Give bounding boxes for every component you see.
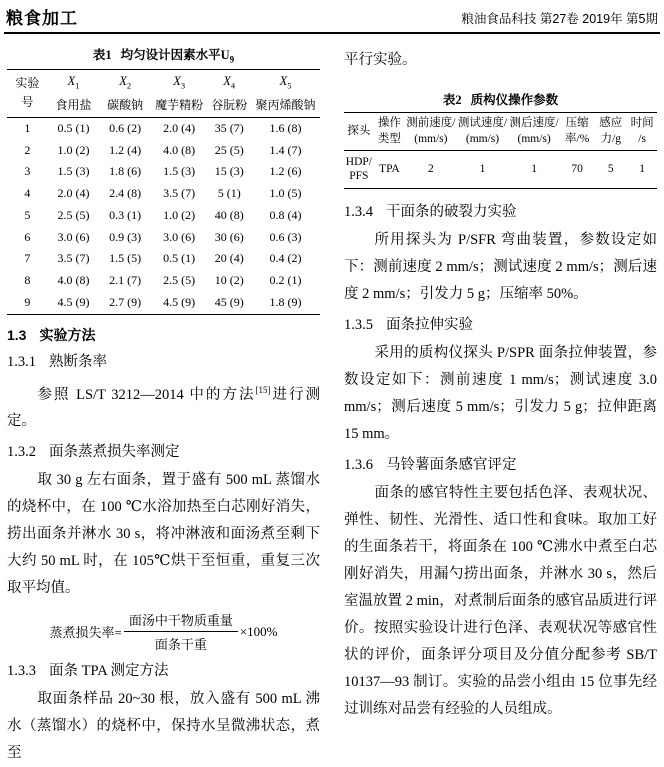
table-cell: 4.0 (8) — [57, 273, 90, 288]
heading-1-3-1 — [7, 350, 320, 375]
table-cell: 35 (7) — [214, 120, 244, 135]
table-cell: 2.7 (9) — [109, 294, 142, 309]
table-cell: 1.6 (8) — [269, 120, 302, 135]
table-row — [7, 139, 320, 161]
table-cell: 2 — [427, 163, 434, 175]
table-cell: 5 (1) — [217, 186, 241, 201]
table-cell: 1.5 (3) — [57, 164, 90, 179]
table-cell: 2.0 (4) — [57, 186, 90, 201]
right-column — [344, 34, 657, 767]
table-header-cell: 魔芋精粉 — [151, 94, 207, 117]
heading-number: 1.3.4 — [344, 203, 373, 220]
table-row — [7, 226, 320, 248]
table-cell: 3.5 (7) — [57, 251, 90, 266]
table-cell: 1.0 (2) — [57, 142, 90, 157]
heading-title: 熟断条率 — [49, 353, 107, 370]
table-header-cell: $X_5$ — [279, 73, 292, 90]
table-cell: 0.9 (3) — [109, 229, 142, 244]
table-cell: 3.0 (6) — [163, 229, 196, 244]
table-header-cell: $X_2$ — [119, 73, 132, 90]
table-cell: 4 — [24, 186, 31, 201]
paragraph-text: 参照 LS/T 3212—2014 中的方法 — [37, 386, 256, 403]
table-header-cell: 测后速度/ (mm/s) — [508, 113, 560, 151]
table1-body — [7, 117, 320, 314]
table-header-cell: 聚丙烯酸钠 — [251, 94, 320, 117]
table-row — [7, 248, 320, 270]
table-row — [344, 151, 657, 189]
table-cell: 2.1 (7) — [109, 273, 142, 288]
table-cell: 2.5 (5) — [57, 207, 90, 222]
paragraph-1-3-5: 采用的质构仪探头 P/SPR 面条拉伸装置，参数设定如下：测前速度 1 mm/s；测试速度 3.0 mm/s；测后速度 5 mm/s；引发力 5 g；拉伸距离 15 mm。 — [344, 344, 657, 442]
table-cell: 1.8 (9) — [269, 294, 302, 309]
table-row — [7, 292, 320, 314]
page-header-journal-info: 粮油食品科技 第27卷 2019年 第5期 — [461, 12, 658, 26]
table2-body — [344, 151, 657, 189]
table-cell: 1.0 (5) — [269, 186, 302, 201]
table-cell: 1.8 (6) — [109, 164, 142, 179]
formula-fraction — [124, 610, 238, 653]
table-cell: 1.2 (4) — [109, 142, 142, 157]
table-header-cell: 食用盐 — [48, 94, 100, 117]
table-cell: 3.0 (6) — [57, 229, 90, 244]
heading-number: 1.3.6 — [344, 456, 373, 473]
table-row — [7, 183, 320, 205]
table-header-cell: 时间 /s — [627, 113, 657, 151]
table-cell: 2.4 (8) — [109, 186, 142, 201]
paragraph-1-3-6: 面条的感官特性主要包括色泽、表观状况、弹性、韧性、光滑性、适口性和食味。取加工好的生面条若干，将面条在 100 ℃沸水中煮至白芯刚好消失，用漏勺捞出面条，并淋水 30 s，然后室温放置 2 min，对煮制后面条的感官品质进行评价。按照实验设计进行色泽、表观状况等感官性状的评价，面条评分项目及分值分配参考 SB/T 10137—93 制订。实验的品尝小组由 15 位事先经过训练对品尝有经验的人员组成。 — [344, 484, 657, 717]
table2-caption-label: 表2 — [442, 93, 462, 107]
heading-1-3-5 — [344, 313, 657, 338]
heading-title: 干面条的破裂力实验 — [386, 203, 517, 220]
heading-title: 面条拉伸实验 — [386, 316, 473, 333]
table-cell: 5 — [607, 163, 614, 175]
citation-superscript: [15] — [255, 384, 271, 395]
heading-number: 1.3.5 — [344, 316, 373, 333]
table1-caption-title: 均匀设计因素水平U — [120, 48, 230, 62]
table-header-cell: 操作 类型 — [374, 113, 405, 151]
table2-head — [344, 113, 657, 151]
table-row — [7, 205, 320, 227]
heading-number: 1.3.3 — [7, 663, 36, 680]
table-cell: 0.8 (4) — [269, 207, 302, 222]
heading-title: 马铃薯面条感官评定 — [386, 456, 517, 473]
paragraph-1-3-2: 取 30 g 左右面条，置于盛有 500 mL 蒸馏水的烧杯中，在 100 ℃水浴加热至白芯刚好消失，捞出面条并淋水 30 s，将冲淋液和面汤煮至剩下大约 50 mL 时，在 105℃烘干至恒重，重复三次取平均值。 — [7, 472, 320, 597]
table-cell: 1.0 (2) — [163, 207, 196, 222]
table-cell: 1 — [531, 163, 537, 175]
table-row — [7, 161, 320, 183]
table-cell: 0.2 (1) — [269, 273, 302, 288]
table-cell: 1 — [24, 120, 31, 135]
table1-caption-subscript: 9 — [229, 54, 235, 65]
table-cell: 3 — [24, 164, 31, 179]
table-cell: TPA — [379, 163, 400, 175]
table-header-cell: 碳酸钠 — [99, 94, 151, 117]
table-cell: 40 (8) — [214, 207, 244, 222]
table2-caption — [344, 90, 657, 108]
table-cell: 1 — [639, 163, 645, 175]
table-cell: 3.5 (7) — [163, 186, 196, 201]
table-cell: 15 (3) — [214, 164, 244, 179]
table-cell: 45 (9) — [214, 294, 244, 309]
table-header-cell: $X_1$ — [67, 73, 80, 90]
heading-1-3-3 — [7, 659, 320, 684]
table-cell: 10 (2) — [214, 273, 244, 288]
cooking-loss-formula — [7, 610, 320, 653]
heading-1-3-4 — [344, 200, 657, 225]
two-column-layout — [0, 34, 664, 767]
table-header-cell: 测前速度/ (mm/s) — [405, 113, 457, 151]
table1-head — [7, 69, 320, 117]
table-cell: 1.4 (7) — [269, 142, 302, 157]
table-cell: 0.5 (1) — [163, 251, 196, 266]
heading-number: 1.3.2 — [7, 444, 36, 461]
table-cell: 2.0 (4) — [163, 120, 196, 135]
heading-1-3 — [7, 325, 320, 345]
table-cell: 0.5 (1) — [57, 120, 90, 135]
table-cell: 1.2 (6) — [269, 164, 302, 179]
heading-title: 面条 TPA 测定方法 — [49, 663, 169, 680]
table-header-cell: 感应 力/g — [594, 113, 627, 151]
table-header-cell: $X_3$ — [173, 73, 186, 90]
table-header-cell: 谷朊粉 — [207, 94, 251, 117]
page-header — [0, 0, 664, 32]
table-cell: 4.0 (8) — [163, 142, 196, 157]
paragraph-1-3-4: 所用探头为 P/SFR 弯曲装置，参数设定如下：测前速度 2 mm/s；测试速度 2 mm/s；测后速度 2 mm/s；引发力 5 g；压缩率 50%。 — [344, 231, 657, 302]
table-cell: 2.5 (5) — [163, 273, 196, 288]
page-header-section-title: 粮食加工 — [6, 9, 78, 28]
table-cell: 1 — [479, 163, 486, 175]
table-cell: 30 (6) — [214, 229, 244, 244]
heading-number: 1.3 — [7, 326, 27, 343]
paragraph-continuation: 平行实验。 — [344, 52, 417, 68]
heading-1-3-2 — [7, 440, 320, 465]
table-header-cell: 实验 号 — [7, 69, 48, 117]
table-cell: 7 — [24, 251, 31, 266]
table-cell: 1.5 (3) — [163, 164, 196, 179]
table-row — [7, 117, 320, 139]
table-cell: HDP/ PFS — [345, 155, 372, 183]
table1-uniform-design — [7, 69, 320, 315]
table2-texture-analyzer-params — [344, 112, 657, 189]
heading-1-3-6 — [344, 453, 657, 478]
table-cell: 8 — [24, 273, 31, 288]
table-cell: 6 — [24, 229, 31, 244]
table-cell: 9 — [24, 294, 31, 309]
heading-title: 面条蒸煮损失率测定 — [49, 444, 180, 461]
heading-number: 1.3.1 — [7, 353, 36, 370]
table-header-cell: 压缩 率/% — [560, 113, 594, 151]
table-cell: 0.6 (3) — [269, 229, 302, 244]
formula-lhs: 蒸煮损失率= — [49, 625, 122, 641]
table1-caption — [7, 45, 320, 65]
paragraph-text: 进行测定。 — [7, 386, 321, 430]
table-cell: 0.4 (2) — [269, 251, 302, 266]
table-cell: 0.3 (1) — [109, 207, 142, 222]
table-row — [7, 270, 320, 292]
formula-numerator: 面汤中干物质重量 — [124, 610, 238, 632]
table-cell: 4.5 (9) — [57, 294, 90, 309]
paragraph-1-3-3: 取面条样品 20~30 根，放入盛有 500 mL 沸水（蒸馏水）的烧杯中，保持水呈微沸状态，煮至 — [7, 691, 320, 762]
table-cell: 25 (5) — [214, 142, 244, 157]
table-cell: 1.5 (5) — [109, 251, 142, 266]
formula-rhs: ×100% — [239, 623, 278, 639]
table-cell: 0.6 (2) — [109, 120, 142, 135]
left-column — [7, 34, 320, 767]
formula-denominator: 面条干重 — [154, 637, 207, 653]
table-header-cell: 探头 — [344, 113, 374, 151]
table-cell: 2 — [24, 142, 31, 157]
table-cell: 5 — [24, 207, 31, 222]
table2-caption-title: 质构仪操作参数 — [470, 93, 559, 107]
table-cell: 4.5 (9) — [163, 294, 196, 309]
table-cell: 70 — [571, 163, 583, 175]
table-header-cell: $X_4$ — [223, 73, 236, 90]
table1-caption-label: 表1 — [92, 48, 112, 62]
table-header-cell: 测试速度/ (mm/s) — [457, 113, 509, 151]
heading-title: 实验方法 — [39, 326, 96, 343]
paragraph-1-3-1 — [7, 377, 320, 436]
table-cell: 20 (4) — [214, 251, 244, 266]
